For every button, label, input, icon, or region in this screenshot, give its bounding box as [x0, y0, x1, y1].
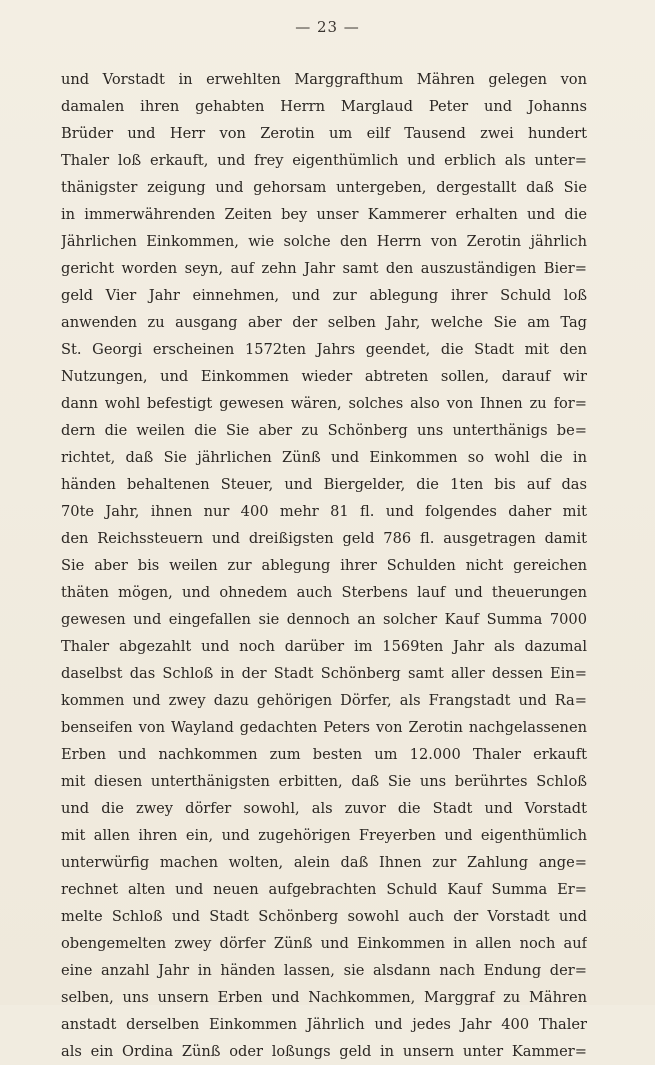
text-line: geld Vier Jahr einnehmen, und zur ablegung ihrer Schuld loß [61, 287, 587, 304]
text-line: eine anzahl Jahr in händen lassen, sie alsdann nach Endung der= [61, 962, 587, 979]
text-line: gewesen und eingefallen sie dennoch an solcher Kauf Summa 7000 [61, 611, 587, 628]
text-line: in immerwährenden Zeiten bey unser Kammerer erhalten und die [61, 206, 587, 223]
text-line: dern die weilen die Sie aber zu Schönberg uns unterthänigs be= [61, 422, 587, 439]
text-line: thäten mögen, und ohnedem auch Sterbens lauf und theuerungen [61, 584, 587, 601]
text-line: den Reichssteuern und dreißigsten geld 786 fl. ausgetragen damit [61, 530, 587, 547]
text-line: gericht worden seyn, auf zehn Jahr samt den auszuständigen Bier= [61, 260, 587, 277]
text-line: 70te Jahr, ihnen nur 400 mehr 81 fl. und folgendes daher mit [61, 503, 587, 520]
text-line: mit allen ihren ein, und zugehörigen Freyerben und eigenthümlich [61, 827, 587, 844]
text-line: rechnet alten und neuen aufgebrachten Schuld Kauf Summa Er= [61, 881, 587, 898]
text-line: thänigster zeigung und gehorsam untergeben, dergestallt daß Sie [61, 179, 587, 196]
text-line: selben, uns unsern Erben und Nachkommen, Marggraf zu Mähren [61, 989, 587, 1006]
text-line: richtet, daß Sie jährlichen Zünß und Einkommen so wohl die in [61, 449, 587, 466]
text-line: St. Georgi erscheinen 1572ten Jahrs geendet, die Stadt mit den [61, 341, 587, 358]
text-line: damalen ihren gehabten Herrn Marglaud Peter und Johanns [61, 98, 587, 115]
text-line: Jährlichen Einkommen, wie solche den Herrn von Zerotin jährlich [61, 233, 587, 250]
text-line: anwenden zu ausgang aber der selben Jahr, welche Sie am Tag [61, 314, 587, 331]
text-line: händen behaltenen Steuer, und Biergelder, die 1ten bis auf das [61, 476, 587, 493]
text-line: Thaler loß erkauft, und frey eigenthümlich und erblich als unter= [61, 152, 587, 169]
text-line: und Vorstadt in erwehlten Marggrafthum Mähren gelegen von [61, 71, 587, 88]
text-line: Brüder und Herr von Zerotin um eilf Tausend zwei hundert [61, 125, 587, 142]
text-line: dann wohl befestigt gewesen wären, solches also von Ihnen zu for= [61, 395, 587, 412]
text-line: Nutzungen, und Einkommen wieder abtreten sollen, darauf wir [61, 368, 587, 385]
body-text [61, 66, 587, 1065]
text-line: unterwürfig machen wolten, alein daß Ihnen zur Zahlung ange= [61, 854, 587, 871]
text-line: anstadt derselben Einkommen Jährlich und jedes Jahr 400 Thaler [61, 1016, 587, 1033]
text-line: obengemelten zwey dörfer Zünß und Einkommen in allen noch auf [61, 935, 587, 952]
text-line: benseifen von Wayland gedachten Peters von Zerotin nachgelassenen [61, 719, 587, 736]
text-line: kommen und zwey dazu gehörigen Dörfer, als Frangstadt und Ra= [61, 692, 587, 709]
text-line: melte Schloß und Stadt Schönberg sowohl auch der Vorstadt und [61, 908, 587, 925]
text-line: Thaler abgezahlt und noch darüber im 1569ten Jahr als dazumal [61, 638, 587, 655]
text-line: Sie aber bis weilen zur ablegung ihrer Schulden nicht gereichen [61, 557, 587, 574]
text-line: als ein Ordina Zünß oder loßungs geld in unsern unter Kammer= [61, 1043, 587, 1060]
text-line: und die zwey dörfer sowohl, als zuvor die Stadt und Vorstadt [61, 800, 587, 817]
text-line: Erben und nachkommen zum besten um 12.000 Thaler erkauft [61, 746, 587, 763]
text-line: daselbst das Schloß in der Stadt Schönberg samt aller dessen Ein= [61, 665, 587, 682]
page-number: — 23 — [295, 18, 360, 36]
text-line: mit diesen unterthänigsten erbitten, daß Sie uns berührtes Schloß [61, 773, 587, 790]
